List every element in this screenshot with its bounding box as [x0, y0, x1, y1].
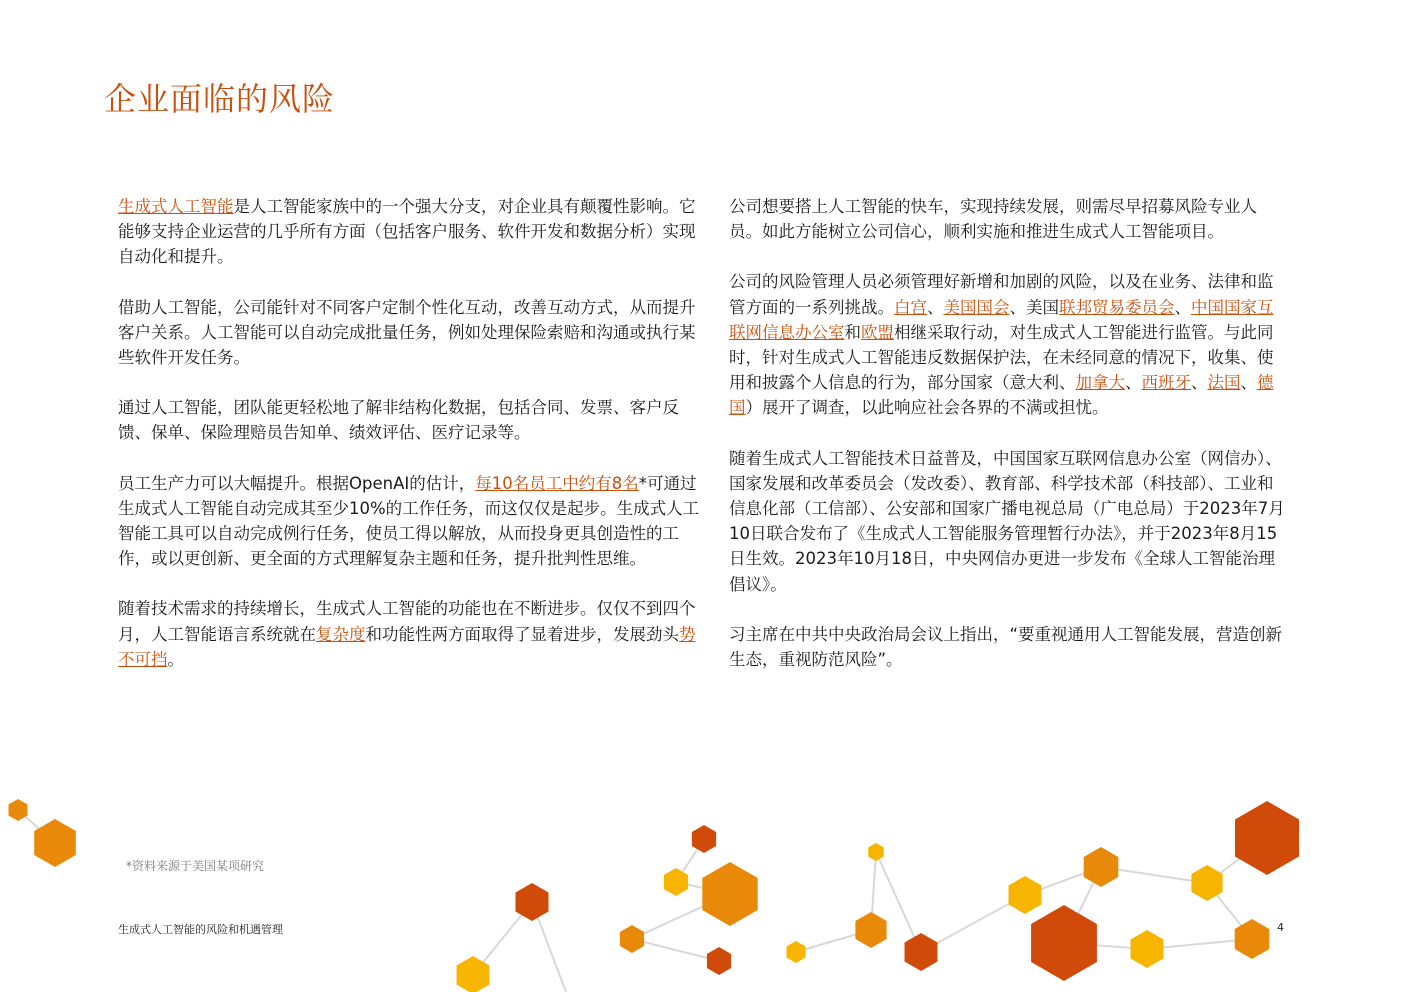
hexagon-shape: [707, 947, 731, 975]
link-eu[interactable]: 欧盟: [861, 322, 894, 342]
paragraph-customer-relations: 借助人工智能，公司能针对不同客户定制个性化互动，改善互动方式，从而提升客户关系。人工智能可以自动完成批量任务，例如处理保险索赔和沟通或执行某些软件开发任务。: [118, 297, 696, 368]
link-us-congress[interactable]: 美国国会: [943, 297, 1010, 317]
link-unstoppable[interactable]: 势不可挡: [118, 624, 696, 669]
link-ftc[interactable]: 联邦贸易委员会: [1059, 297, 1175, 317]
link-spain[interactable]: 西班牙: [1141, 373, 1191, 393]
paragraph-progress: 随着技术需求的持续增长，生成式人工智能的功能也在不断进步。仅仅不到四个月，人工智能语言系统就在复杂度和功能性两方面取得了显着进步，发展劲头势不可挡。: [118, 599, 696, 669]
paragraph-regulation: 公司的风险管理人员必须管理好新增和加剧的风险，以及在业务、法律和监管方面的一系列挑战。白宫、美国国会、美国联邦贸易委员会、中国国家互联网信息办公室和欧盟相继采取行动，对生成式人工智能进行监管。与此同时，针对生成式人工智能违反数据保护法，在未经同意的情况下，收集、使用和披露个人信息的行为，部分国家（意大利、加拿大、西班牙、法国、德国）展开了调查，以此响应社会各界的不满或担忧。: [729, 272, 1274, 418]
link-complexity[interactable]: 复杂度: [316, 624, 366, 644]
footer-document-title: 生成式人工智能的风险和机遇管理: [118, 923, 283, 936]
link-white-house[interactable]: 白宫: [894, 297, 927, 317]
link-canada[interactable]: 加拿大: [1075, 373, 1125, 393]
hexagon-shape: [1131, 930, 1164, 968]
hexagon-network-decoration: [0, 780, 1403, 992]
hexagon-cluster: [9, 799, 1300, 992]
paragraph-xi-quote: 习主席在中共中央政治局会议上指出，“要重视通用人工智能发展，营造创新生态，重视防范风险”。: [729, 624, 1283, 670]
hexagon-shape: [855, 912, 886, 948]
paragraph-unstructured-data: 通过人工智能，团队能更轻松地了解非结构化数据，包括合同、发票、客户反馈、保单、保险理赔员告知单、绩效评估、医疗记录等。: [118, 398, 679, 443]
hexagon-shape: [702, 862, 757, 926]
hexagon-shape: [620, 925, 644, 953]
footnote: *资料来源于美国某项研究: [126, 859, 265, 873]
link-france[interactable]: 法国: [1207, 373, 1241, 393]
hexagon-shape: [1084, 847, 1119, 887]
hexagon-shape: [868, 843, 884, 861]
paragraph-risk-professionals: 公司想要搭上人工智能的快车，实现持续发展，则需尽早招募风险专业人员。如此方能树立公司信心，顺利实施和推进生成式人工智能项目。: [729, 197, 1257, 242]
link-generative-ai[interactable]: 生成式人工智能: [118, 197, 234, 216]
right-column: [729, 194, 1289, 697]
link-8-of-10-employees[interactable]: 每10名员工中约有8名: [475, 473, 639, 493]
page-title: 企业面临的风险: [104, 80, 336, 118]
page-number: 4: [1277, 921, 1284, 934]
left-column: [118, 194, 703, 697]
hexagon-shape: [787, 941, 806, 963]
hexagon-shape: [692, 825, 716, 853]
link-cac[interactable]: 中国国家互联网信息办公室: [729, 297, 1274, 342]
hexagon-shape: [34, 819, 76, 867]
paragraph-productivity: 员工生产力可以大幅提升。根据OpenAI的估计，每10名员工中约有8名*可通过生成式人工智能自动完成其至少10%的工作任务，而这仅仅是起步。生成式人工智能工具可以自动完成例行任务，使员工得以解放，从而投身更具创造性的工作，或以更创新、更全面的方式理解复杂主题和任务，提升批判性思维。: [118, 473, 700, 569]
paragraph-genai-intro: 生成式人工智能是人工智能家族中的一个强大分支，对企业具有颠覆性影响。它能够支持企业运营的几乎所有方面（包括客户服务、软件开发和数据分析）实现自动化和提升。: [118, 197, 696, 267]
hexagon-shape: [1009, 876, 1042, 914]
hexagon-shape: [905, 933, 938, 971]
link-germany[interactable]: 德国: [729, 373, 1274, 418]
hexagon-shape: [1031, 905, 1097, 981]
paragraph-china-measures: 随着生成式人工智能技术日益普及，中国国家互联网信息办公室（网信办）、国家发展和改革委员会（发改委）、教育部、科学技术部（科技部）、工业和信息化部（工信部）、公安部和国家广播电视总局（广电总局）于2023年7月10日联合发布了《生成式人工智能服务管理暂行办法》，并于2023年8月15日生效。2023年10月18日，中央网信办更进一步发布《全球人工智能治理倡议》。: [729, 448, 1285, 594]
hexagon-shape: [1235, 801, 1299, 875]
hexagon-shape: [9, 799, 28, 821]
hexagon-shape: [664, 868, 688, 896]
